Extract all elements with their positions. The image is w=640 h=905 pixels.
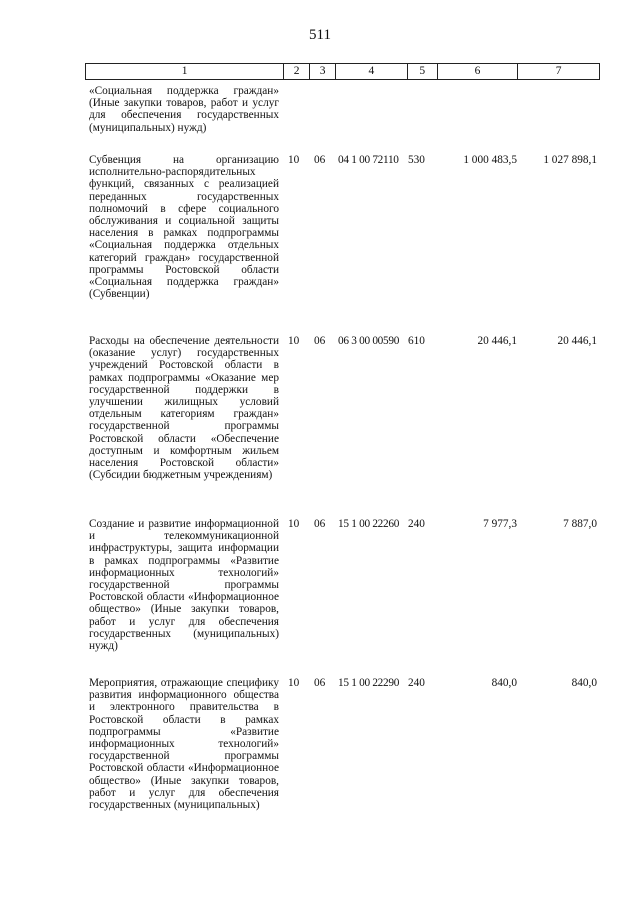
header-col-1: 1 xyxy=(181,65,188,77)
row-name: Субвенция на организацию исполнительно-распорядительных функций, связанных с реализацией переданных государственных полномочий в сфере социального обслуживания и социальной защиты населения в рамках подпрограммы «Социальная поддержка отдельных категорий граждан» государственной программы Ростовской области «Социальная поддержка граждан» (Субвенции) xyxy=(89,154,279,301)
row-name: Расходы на обеспечение деятельности (оказание услуг) государственных учреждений Ростовской области в рамках подпрограммы «Оказание мер государственной поддержки в улучшении жилищных условий отдельным категориям граждан» государственной программы Ростовской области «Обеспечение доступным и комфортным жильем населения Ростовской области» (Субсидии бюджетным учреждениям) xyxy=(89,335,279,482)
row-value-year2: 840,0 xyxy=(571,677,597,689)
row-value-year2: 1 027 898,1 xyxy=(543,154,597,166)
header-col-7: 7 xyxy=(517,64,599,79)
page-number: 511 xyxy=(309,27,331,43)
row-target-code: 15 1 00 22290 xyxy=(338,677,400,689)
row-subsection: 06 xyxy=(314,154,326,166)
row-section: 10 xyxy=(288,518,300,530)
header-col-2: 2 xyxy=(283,64,309,79)
header-col-5: 5 xyxy=(407,64,437,79)
row-value-year1: 20 446,1 xyxy=(477,335,517,347)
row-value-year2: 20 446,1 xyxy=(557,335,597,347)
row-expense-type: 610 xyxy=(408,335,425,347)
row-value-year1: 7 977,3 xyxy=(483,518,517,530)
row-value-year2: 7 887,0 xyxy=(563,518,597,530)
row-value-year1: 1 000 483,5 xyxy=(463,154,517,166)
header-col-3: 3 xyxy=(309,64,335,79)
row-name: «Социальная поддержка граждан» (Иные закупки товаров, работ и услуг для обеспечения государственных (муниципальных) нужд) xyxy=(89,85,279,134)
row-target-code: 06 3 00 00590 xyxy=(338,335,400,347)
row-target-code: 04 1 00 72110 xyxy=(338,154,399,166)
row-subsection: 06 xyxy=(314,518,326,530)
header-col-4: 4 xyxy=(335,64,407,79)
row-subsection: 06 xyxy=(314,677,326,689)
table-header-row xyxy=(85,63,600,80)
row-section: 10 xyxy=(288,335,300,347)
row-expense-type: 530 xyxy=(408,154,425,166)
row-subsection: 06 xyxy=(314,335,326,347)
row-section: 10 xyxy=(288,677,300,689)
row-expense-type: 240 xyxy=(408,677,425,689)
row-name: Создание и развитие информационной и телекоммуникационной инфраструктуры, защита информации в рамках подпрограммы «Развитие информационных технологий» государственной программы Ростовской области «Информационное общество» (Иные закупки товаров, работ и услуг для обеспечения государственных (муниципальных) нужд) xyxy=(89,518,279,653)
header-col-6: 6 xyxy=(437,64,518,79)
row-section: 10 xyxy=(288,154,300,166)
row-value-year1: 840,0 xyxy=(491,677,517,689)
row-target-code: 15 1 00 22260 xyxy=(338,518,400,530)
row-expense-type: 240 xyxy=(408,518,425,530)
row-name: Мероприятия, отражающие специфику развития информационного общества и электронного правительства в Ростовской области в рамках подпрограммы «Развитие информационных технологий» государственной программы Ростовской области «Информационное общество» (Иные закупки товаров, работ и услуг для обеспечения государственных (муниципальных) xyxy=(89,677,279,812)
